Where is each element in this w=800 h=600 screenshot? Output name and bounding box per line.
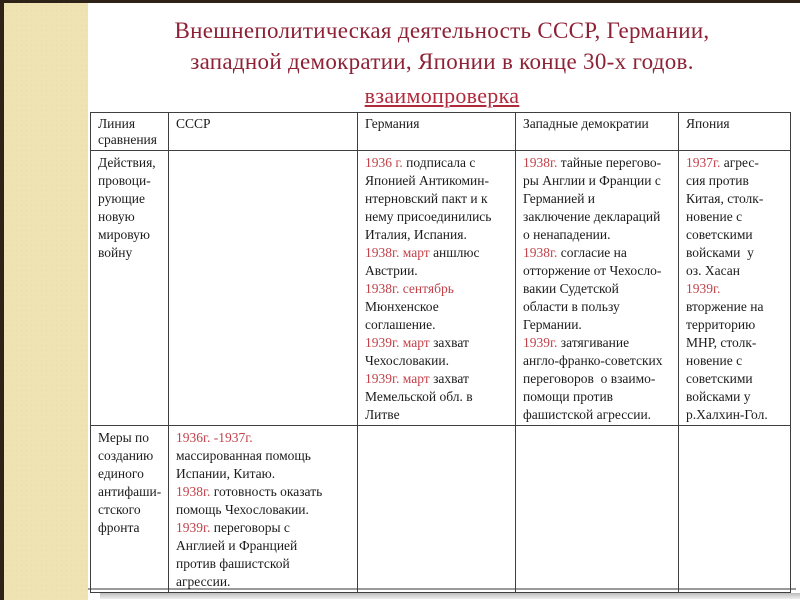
text-line <box>365 208 511 226</box>
text-segment: о ненападении. <box>523 227 611 242</box>
text-segment: вакии Судетской <box>523 281 619 296</box>
slide-shadow <box>100 593 800 599</box>
date-segment: 1938г. <box>176 484 211 499</box>
text-line <box>98 244 164 262</box>
text-line <box>686 154 786 172</box>
comparison-table <box>90 112 791 593</box>
text-line <box>176 555 353 573</box>
text-line <box>523 262 674 280</box>
text-segment: агрес- <box>720 155 759 170</box>
table-cell <box>169 151 358 426</box>
text-line <box>523 352 674 370</box>
date-segment: 1939г. март <box>365 335 430 350</box>
text-segment: единого <box>98 466 144 481</box>
text-line <box>365 316 511 334</box>
text-line <box>686 406 786 424</box>
text-segment: соглашение. <box>365 317 436 332</box>
text-line <box>176 519 353 537</box>
text-line <box>686 388 786 406</box>
text-segment: сия против <box>686 173 749 188</box>
text-line <box>523 154 674 172</box>
text-line <box>365 172 511 190</box>
date-segment: 1939г. март <box>365 371 430 386</box>
text-line <box>98 483 164 501</box>
text-segment: Китая, столк- <box>686 191 764 206</box>
text-line <box>523 406 674 424</box>
text-line <box>523 280 674 298</box>
text-segment: переговоров о взаимо- <box>523 371 656 386</box>
text-segment: рующие <box>98 191 146 206</box>
table-cell <box>679 426 791 593</box>
text-segment: захват <box>429 335 469 350</box>
text-line <box>98 190 164 208</box>
text-line <box>98 429 164 447</box>
text-segment: р.Халхин-Гол. <box>686 407 768 422</box>
text-line <box>686 298 786 316</box>
date-segment: 1939г. <box>686 281 721 296</box>
date-segment: 1936г. -1937г. <box>176 430 253 445</box>
text-line <box>686 280 786 298</box>
text-segment: Действия, <box>98 155 156 170</box>
date-segment: 1938г. март <box>365 245 430 260</box>
text-segment: англо-франко-советских <box>523 353 663 368</box>
text-line <box>686 244 786 262</box>
text-segment: Чехословакии. <box>365 353 449 368</box>
text-line <box>686 316 786 334</box>
text-segment: созданию <box>98 448 154 463</box>
text-line <box>176 483 353 501</box>
table-row <box>91 151 791 426</box>
text-segment: области в пользу <box>523 299 620 314</box>
text-line <box>365 244 511 262</box>
text-segment: заключение деклараций <box>523 209 661 224</box>
text-segment: захват <box>429 371 469 386</box>
column-header: Япония <box>679 113 791 151</box>
text-segment: Италия, Испания. <box>365 227 467 242</box>
table-cell <box>358 151 516 426</box>
text-line <box>365 334 511 352</box>
text-segment: против фашистской <box>176 556 290 571</box>
text-segment: готовность оказать <box>210 484 323 499</box>
text-line <box>523 244 674 262</box>
text-segment: переговоры с <box>210 520 290 535</box>
text-line <box>365 370 511 388</box>
text-line <box>365 388 511 406</box>
text-segment: нему присоединились <box>365 209 492 224</box>
text-line <box>523 172 674 190</box>
text-line <box>365 352 511 370</box>
text-segment: Германии. <box>523 317 582 332</box>
text-segment: МНР, столк- <box>686 335 757 350</box>
text-line <box>176 573 353 591</box>
text-segment: Англией и Францией <box>176 538 298 553</box>
text-line <box>523 208 674 226</box>
text-line <box>523 334 674 352</box>
text-segment: войсками у <box>686 389 751 404</box>
date-segment: 1939г. <box>176 520 211 535</box>
text-line <box>176 537 353 555</box>
column-header: Линия сравнения <box>91 113 169 151</box>
header-row <box>91 113 791 151</box>
text-segment: фашистской агрессии. <box>523 407 652 422</box>
text-segment: войну <box>98 245 133 260</box>
left-decorative-band <box>4 3 88 600</box>
table-row <box>91 426 791 593</box>
text-line <box>686 172 786 190</box>
column-header: Западные демократии <box>516 113 679 151</box>
text-line <box>98 447 164 465</box>
table-cell <box>679 151 791 426</box>
text-segment: мировую <box>98 227 151 242</box>
text-segment: Мемельской обл. в <box>365 389 473 404</box>
date-segment: 1938г. <box>523 245 558 260</box>
text-segment: Мюнхенское <box>365 299 439 314</box>
text-line <box>686 208 786 226</box>
text-segment: ры Англии и Франции с <box>523 173 661 188</box>
text-line <box>176 429 353 447</box>
text-line <box>523 226 674 244</box>
text-segment: Меры по <box>98 430 149 445</box>
table-cell <box>516 426 679 593</box>
text-line <box>98 226 164 244</box>
text-segment: фронта <box>98 520 140 535</box>
text-line <box>523 298 674 316</box>
slide-content <box>88 3 796 590</box>
text-line <box>98 208 164 226</box>
text-line <box>176 447 353 465</box>
text-line <box>686 334 786 352</box>
table-cell <box>169 426 358 593</box>
text-line <box>523 388 674 406</box>
text-line <box>686 352 786 370</box>
text-segment: вторжение на <box>686 299 764 314</box>
text-segment: советскими <box>686 371 753 386</box>
text-segment: массированная помощь <box>176 448 311 463</box>
text-line <box>98 465 164 483</box>
mutual-check-link[interactable]: взаимопроверка <box>364 83 520 108</box>
date-segment: 1937г. <box>686 155 721 170</box>
text-segment: тайные перегово- <box>557 155 662 170</box>
text-segment: новение с <box>686 209 743 224</box>
text-line <box>176 465 353 483</box>
table-header <box>91 113 791 151</box>
text-line <box>98 501 164 519</box>
text-line <box>365 154 511 172</box>
text-segment: советскими <box>686 227 753 242</box>
table-cell <box>516 151 679 426</box>
text-segment: Германией и <box>523 191 596 206</box>
table-cell <box>91 151 169 426</box>
table-cell <box>358 426 516 593</box>
text-line <box>523 316 674 334</box>
column-header: СССР <box>169 113 358 151</box>
text-segment: нтерновский пакт и к <box>365 191 488 206</box>
text-line <box>686 226 786 244</box>
text-line <box>365 298 511 316</box>
text-line <box>686 262 786 280</box>
text-segment: помощь Чехословакии. <box>176 502 309 517</box>
text-line <box>365 226 511 244</box>
text-line <box>523 190 674 208</box>
text-segment: Испании, Китаю. <box>176 466 276 481</box>
text-segment: подписала с <box>402 155 476 170</box>
text-line <box>686 190 786 208</box>
text-segment: Японией Антикомин- <box>365 173 489 188</box>
title-link-row <box>88 80 796 111</box>
title-line-1: Внешнеполитическая деятельность СССР, Германии, <box>174 18 710 43</box>
slide-title <box>88 3 796 111</box>
table-cell <box>91 426 169 593</box>
text-line <box>365 262 511 280</box>
text-segment: территорию <box>686 317 756 332</box>
text-segment: Литве <box>365 407 400 422</box>
text-segment: согласие на <box>557 245 627 260</box>
text-segment: новение с <box>686 353 743 368</box>
text-line <box>365 280 511 298</box>
table-body <box>91 151 791 593</box>
text-line <box>176 501 353 519</box>
text-line <box>98 154 164 172</box>
date-segment: 1936 г. <box>365 155 403 170</box>
text-segment: агрессии. <box>176 574 231 589</box>
date-segment: 1939г. <box>523 335 558 350</box>
text-line <box>686 370 786 388</box>
text-segment: помощи против <box>523 389 614 404</box>
text-segment: Австрии. <box>365 263 418 278</box>
text-segment: антифаши- <box>98 484 162 499</box>
text-segment: войсками у <box>686 245 754 260</box>
column-header: Германия <box>358 113 516 151</box>
text-segment: новую <box>98 209 135 224</box>
date-segment: 1938г. <box>523 155 558 170</box>
text-segment: провоци- <box>98 173 151 188</box>
text-segment: отторжение от Чехосло- <box>523 263 662 278</box>
text-segment: оз. Хасан <box>686 263 740 278</box>
text-segment: стского <box>98 502 141 517</box>
text-line <box>98 519 164 537</box>
text-segment: затягивание <box>557 335 630 350</box>
date-segment: 1938г. сентябрь <box>365 281 454 296</box>
text-line <box>98 172 164 190</box>
text-line <box>365 406 511 424</box>
title-line-2: западной демократии, Японии в конце 30-х годов. <box>190 49 694 74</box>
text-line <box>365 190 511 208</box>
text-line <box>523 370 674 388</box>
text-segment: аншлюс <box>429 245 480 260</box>
